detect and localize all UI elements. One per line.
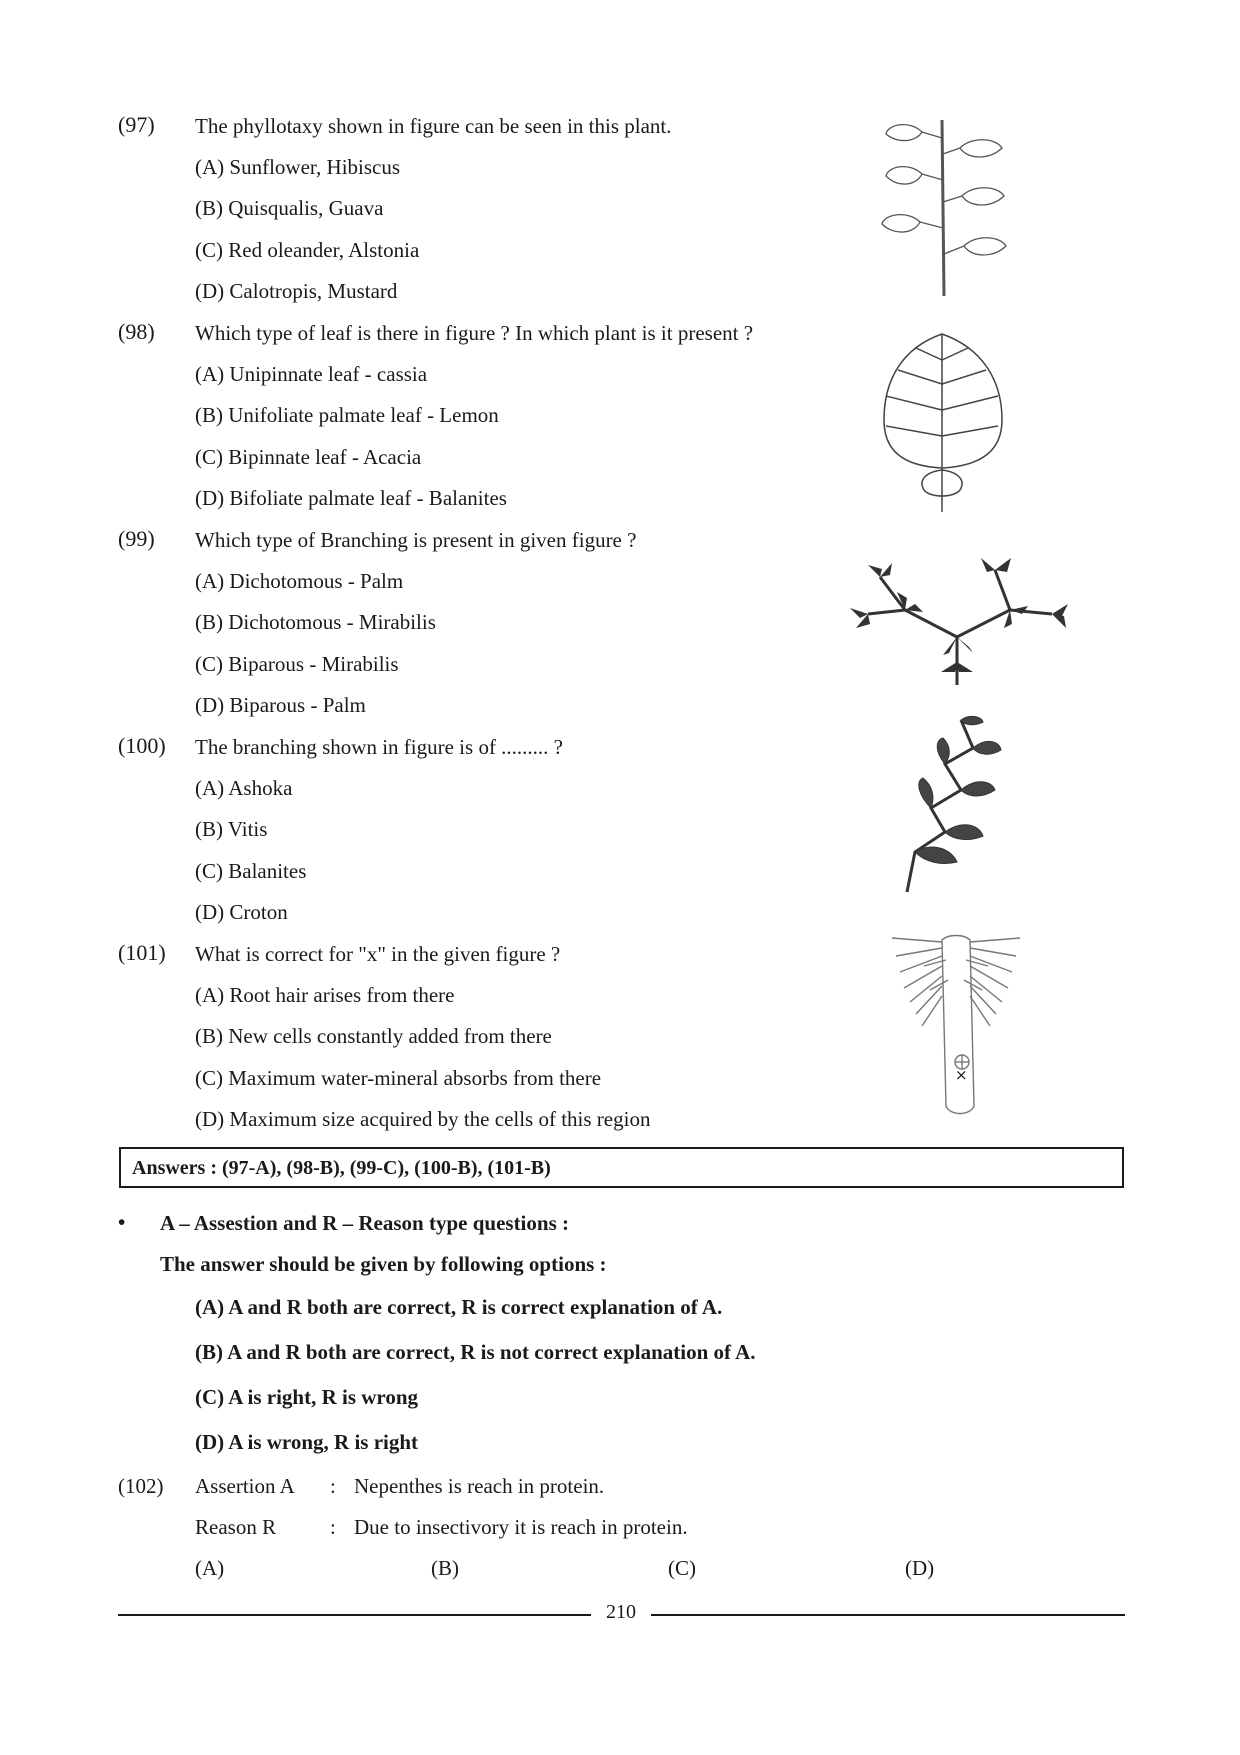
- root-tip-illustration: [890, 930, 1025, 1120]
- assertion-separator: :: [330, 1474, 336, 1498]
- footer-rule-left: [118, 1614, 591, 1616]
- question-number: (101): [118, 940, 166, 965]
- option-c: (C) Maximum water-mineral absorbs from there: [195, 1066, 602, 1090]
- choice-c: (C): [668, 1556, 696, 1580]
- choice-a: (A): [195, 1556, 225, 1580]
- alternate-phyllotaxy-stem-illustration: [880, 118, 1015, 298]
- option-d: (D) Croton: [195, 900, 288, 924]
- reason-label: Reason R: [195, 1515, 277, 1539]
- question-text: Which type of Branching is present in given figure ?: [195, 528, 637, 552]
- question-number: (99): [118, 526, 155, 551]
- option-d: (D) Maximum size acquired by the cells of this region: [195, 1107, 651, 1131]
- answers-box: [119, 1147, 1124, 1188]
- answer-option-c: (C) A is right, R is wrong: [195, 1385, 419, 1409]
- question-text: The phyllotaxy shown in figure can be seen in this plant.: [195, 114, 672, 138]
- question-number: (100): [118, 733, 166, 758]
- footer-rule-right: [651, 1614, 1125, 1616]
- option-b: (B) Unifoliate palmate leaf - Lemon: [195, 403, 499, 427]
- bullet-icon: •: [118, 1210, 126, 1234]
- section-heading: A – Assestion and R – Reason type questions :: [160, 1211, 569, 1235]
- question-number: (102): [118, 1474, 164, 1498]
- answer-option-d: (D) A is wrong, R is right: [195, 1430, 419, 1454]
- option-b: (B) Quisqualis, Guava: [195, 196, 384, 220]
- choice-d: (D): [905, 1556, 935, 1580]
- option-a: (A) Ashoka: [195, 776, 293, 800]
- reason-text: Due to insectivory it is reach in protein.: [354, 1515, 688, 1539]
- option-b: (B) New cells constantly added from there: [195, 1024, 552, 1048]
- option-c: (C) Biparous - Mirabilis: [195, 652, 399, 676]
- option-c: (C) Balanites: [195, 859, 307, 883]
- assertion-label: Assertion A: [195, 1474, 295, 1498]
- root-tip-figure: [890, 930, 1025, 1120]
- choice-b: (B): [431, 1556, 459, 1580]
- option-c: (C) Red oleander, Alstonia: [195, 238, 420, 262]
- biparous-branching-illustration: [840, 542, 1080, 687]
- answers-text: Answers : (97-A), (98-B), (99-C), (100-B), (101-B): [132, 1157, 551, 1179]
- option-a: (A) Root hair arises from there: [195, 983, 455, 1007]
- figure-label-x: ×: [955, 1066, 968, 1084]
- option-c: (C) Bipinnate leaf - Acacia: [195, 445, 422, 469]
- page-number: 210: [606, 1601, 636, 1623]
- question-number: (97): [118, 112, 155, 137]
- question-text: The branching shown in figure is of ......... ?: [195, 735, 564, 759]
- option-d: (D) Bifoliate palmate leaf - Balanites: [195, 486, 507, 510]
- question-number: (98): [118, 319, 155, 344]
- option-a: (A) Unipinnate leaf - cassia: [195, 362, 428, 386]
- answer-option-a: (A) A and R both are correct, R is correct explanation of A.: [195, 1295, 723, 1319]
- option-d: (D) Biparous - Palm: [195, 693, 366, 717]
- zigzag-branching-illustration: [895, 712, 1005, 897]
- assertion-text: Nepenthes is reach in protein.: [354, 1474, 605, 1498]
- option-a: (A) Sunflower, Hibiscus: [195, 155, 401, 179]
- question-text: Which type of leaf is there in figure ? In which plant is it present ?: [195, 321, 754, 345]
- option-a: (A) Dichotomous - Palm: [195, 569, 404, 593]
- option-b: (B) Dichotomous - Mirabilis: [195, 610, 436, 634]
- reason-separator: :: [330, 1515, 336, 1539]
- unifoliate-leaf-illustration: [882, 330, 1007, 515]
- option-b: (B) Vitis: [195, 817, 268, 841]
- answer-option-b: (B) A and R both are correct, R is not correct explanation of A.: [195, 1340, 756, 1364]
- section-instruction: The answer should be given by following options :: [160, 1252, 607, 1276]
- question-text: What is correct for "x" in the given figure ?: [195, 942, 561, 966]
- option-d: (D) Calotropis, Mustard: [195, 279, 398, 303]
